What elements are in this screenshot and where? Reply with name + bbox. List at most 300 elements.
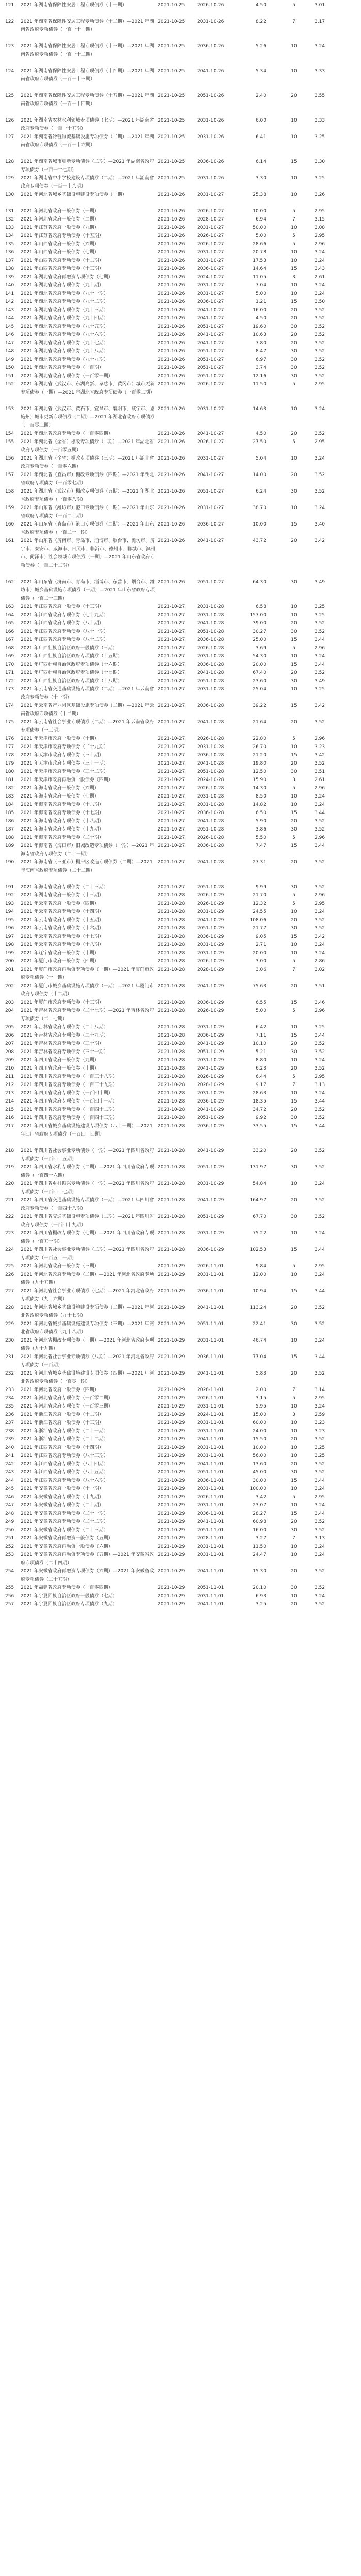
table-row [0, 281, 361, 290]
coupon-rate: 3.25 [315, 687, 325, 692]
issue-date: 2021-10-27 [158, 777, 185, 783]
issue-date: 2021-10-29 [158, 1305, 185, 1310]
issue-amount: 164.97 [250, 1198, 266, 1203]
issue-amount: 3.74 [255, 365, 266, 370]
coupon-rate: 3.52 [315, 720, 325, 725]
table-row [0, 603, 361, 611]
table-row [0, 900, 361, 908]
bond-name: 2021 年河北省政府专项债券（一百零二期） [21, 1396, 113, 1401]
coupon-rate: 3.52 [315, 1569, 325, 1574]
issue-amount: 5.50 [255, 835, 266, 840]
maturity-date: 2036-10-27 [197, 299, 224, 304]
maturity-date: 2031-10-26 [197, 118, 224, 123]
bond-name: 2021 年海南省政府专项债券（十九期） [21, 827, 104, 832]
bond-name: 2021 年天津市政府专项债券（三十期） [21, 753, 104, 758]
term-years: 7 [292, 1387, 296, 1393]
issue-amount: 3.69 [255, 646, 266, 651]
table-row [0, 660, 361, 669]
issue-amount: 100.00 [250, 1486, 266, 1492]
issue-date: 2021-10-27 [158, 860, 185, 865]
term-years: 20 [291, 538, 297, 544]
maturity-date: 2051-10-29 [197, 1165, 224, 1170]
maturity-date: 2026-10-28 [197, 786, 224, 791]
row-number: 208 [5, 1049, 14, 1055]
issue-amount: 7.04 [255, 283, 266, 288]
row-number: 223 [5, 1231, 14, 1236]
coupon-rate: 2.95 [315, 439, 325, 445]
coupon-rate: 3.13 [315, 1536, 325, 1541]
term-years: 15 [291, 1354, 297, 1360]
issue-date: 2021-10-27 [158, 753, 185, 758]
maturity-date: 2026-10-27 [197, 233, 224, 239]
issue-date: 2021-10-27 [158, 810, 185, 816]
maturity-date: 2051-10-29 [197, 926, 224, 931]
coupon-rate: 3.24 [315, 44, 325, 49]
table-row [0, 290, 361, 298]
table-row [0, 1147, 361, 1163]
issue-amount: 11.05 [253, 275, 266, 280]
maturity-date: 2026-10-29 [197, 1074, 224, 1079]
table-row [0, 438, 361, 454]
issue-amount: 14.64 [253, 266, 266, 272]
issue-date: 2021-10-29 [158, 1470, 185, 1475]
maturity-date: 2031-10-26 [197, 176, 224, 181]
issue-amount: 24.55 [253, 909, 266, 914]
term-years: 30 [291, 357, 297, 362]
issue-date: 2021-10-28 [158, 1033, 185, 1038]
issue-date: 2021-10-27 [158, 786, 185, 791]
table-row [0, 116, 361, 133]
maturity-date: 2041-10-29 [197, 1198, 224, 1203]
table-row [0, 372, 361, 380]
term-years: 7 [292, 1536, 296, 1541]
issue-amount: 2.40 [255, 93, 266, 98]
table-row [0, 1534, 361, 1543]
bond-name: 2021 年天津市政府再融资一般债券（四期） [21, 777, 113, 783]
coupon-rate: 3.52 [315, 308, 325, 313]
bond-name: 2021 年安徽省政府专项债券（二十期） [21, 1503, 104, 1508]
coupon-rate: 3.26 [315, 192, 325, 197]
coupon-rate: 3.25 [315, 1445, 325, 1450]
coupon-rate: 3.52 [315, 1585, 325, 1590]
row-number: 130 [5, 192, 14, 197]
bond-name: 2021 年四川省水利专项债券（二期）—2021 年四川省政府专项债券（一百四十六期） [21, 1165, 154, 1178]
term-years: 30 [291, 1528, 297, 1533]
issue-date: 2021-10-25 [158, 3, 185, 8]
bond-name: 2021 年湖北省政府专项债券（九十九期） [21, 357, 108, 362]
bond-name: 2021 年天津市政府专项债券（三十一期） [21, 761, 108, 766]
bond-name: 2021 年湖北省政府专项债券（一百零一期） [21, 374, 113, 379]
coupon-rate: 3.24 [315, 250, 325, 255]
coupon-rate: 3.13 [315, 1082, 325, 1088]
issue-date: 2021-10-28 [158, 1214, 185, 1219]
issue-date: 2021-10-27 [158, 827, 185, 832]
issue-amount: 39.22 [253, 703, 266, 708]
term-years: 7 [292, 1082, 296, 1088]
issue-date: 2021-10-27 [158, 744, 185, 750]
coupon-rate: 3.52 [315, 1602, 325, 1607]
maturity-date: 2031-10-28 [197, 604, 224, 609]
term-years: 30 [291, 1585, 297, 1590]
term-years: 20 [291, 621, 297, 626]
row-number: 127 [5, 134, 14, 140]
table-row [0, 1468, 361, 1477]
bond-name: 2021 年宁夏回族自治区政府专项债券（九期） [21, 1602, 118, 1607]
bond-name: 2021 年山东省（济南市、青岛市、淄博市、东营市、烟台市、潍坊市）城乡基础设施专项债券（一期）—2021 年山东省政府专项债券（一百二十三期） [21, 580, 155, 601]
maturity-date: 2028-11-01 [197, 1536, 224, 1541]
maturity-date: 2028-11-01 [197, 1387, 224, 1393]
issue-date: 2021-10-29 [158, 1519, 185, 1524]
row-number: 190 [5, 860, 14, 865]
term-years: 20 [291, 761, 297, 766]
issue-amount: 46.74 [253, 1338, 266, 1343]
table-row [0, 67, 361, 92]
row-number: 211 [5, 1074, 14, 1079]
issue-amount: 20.00 [253, 951, 266, 956]
maturity-date: 2028-10-29 [197, 1082, 224, 1088]
maturity-date: 2026-10-29 [197, 893, 224, 898]
maturity-date: 2036-10-29 [197, 934, 224, 939]
coupon-rate: 3.23 [315, 1429, 325, 1434]
coupon-rate: 3.25 [315, 134, 325, 140]
coupon-rate: 3.44 [315, 1289, 325, 1294]
term-years: 30 [291, 489, 297, 494]
coupon-rate: 3.24 [315, 1594, 325, 1599]
term-years: 5 [292, 901, 296, 906]
bond-name: 2021 年江西省政府专项债券（八十一期） [21, 629, 108, 634]
table-row [0, 1040, 361, 1048]
issue-amount: 10.00 [253, 522, 266, 527]
row-number: 175 [5, 720, 14, 725]
row-number: 170 [5, 662, 14, 667]
row-number: 189 [5, 843, 14, 849]
term-years: 30 [291, 1165, 297, 1170]
row-number: 235 [5, 1404, 14, 1409]
bond-name: 2021 年湖北省政府专项债券（九十三期） [21, 308, 108, 313]
table-row [0, 1023, 361, 1031]
maturity-date: 2041-10-29 [197, 1041, 224, 1046]
row-number: 228 [5, 1305, 14, 1310]
table-row [0, 1031, 361, 1040]
bond-name: 2021 年湖南省保障性安居工程专项债券（十四期）—2021 年湖南省政府专项债券（一百一十三期） [21, 69, 154, 82]
row-number: 155 [5, 439, 14, 445]
row-number: 165 [5, 621, 14, 626]
term-years: 5 [292, 959, 296, 964]
table-row [0, 1, 361, 18]
coupon-rate: 3.24 [315, 1272, 325, 1277]
bond-name: 2021 年浙江省政府一般债券（十二期） [21, 1412, 104, 1417]
issue-date: 2021-10-29 [158, 1552, 185, 1557]
coupon-rate: 3.24 [315, 654, 325, 659]
issue-date: 2021-10-25 [158, 93, 185, 98]
row-number: 233 [5, 1387, 14, 1393]
bond-name: 2021 年江西省政府一般债券（十四期） [21, 1445, 104, 1450]
issue-date: 2021-10-29 [158, 1536, 185, 1541]
issue-amount: 25.38 [253, 192, 266, 197]
issue-date: 2021-10-29 [158, 1569, 185, 1574]
issue-amount: 5.21 [255, 1049, 266, 1055]
term-years: 10 [291, 44, 297, 49]
maturity-date: 2031-10-27 [197, 291, 224, 296]
bond-name: 2021 年宁夏回族自治区政府一般债券（七期） [21, 1594, 118, 1599]
coupon-rate: 3.52 [315, 1305, 325, 1310]
bond-name: 2021 年山东省（青岛市）港口专项债券（二期）—2021 年山东省政府专项债券（一百二十一期） [21, 522, 154, 535]
coupon-rate: 3.24 [315, 258, 325, 263]
table-row [0, 842, 361, 858]
coupon-rate: 3.44 [315, 662, 325, 667]
issue-amount: 26.70 [253, 744, 266, 750]
coupon-rate: 3.52 [315, 1198, 325, 1203]
table-row [0, 1584, 361, 1592]
issue-date: 2021-10-26 [158, 431, 185, 436]
term-years: 15 [291, 1289, 297, 1294]
table-row [0, 611, 361, 619]
coupon-rate: 2.61 [315, 777, 325, 783]
maturity-date: 2036-10-26 [197, 44, 224, 49]
row-number: 158 [5, 489, 14, 494]
coupon-rate: 3.52 [315, 1214, 325, 1219]
row-number: 212 [5, 1082, 14, 1088]
coupon-rate: 3.52 [315, 1519, 325, 1524]
maturity-date: 2051-10-28 [197, 679, 224, 684]
issue-amount: 22.41 [253, 1321, 266, 1327]
issue-amount: 20.00 [253, 662, 266, 667]
maturity-date: 2041-10-28 [197, 860, 224, 865]
issue-amount: 15.00 [253, 1412, 266, 1417]
bond-name: 2021 年江西省政府一般债券（十三期） [21, 604, 104, 609]
coupon-rate: 2.96 [315, 1008, 325, 1013]
issue-amount: 14.00 [253, 472, 266, 478]
table-row [0, 191, 361, 207]
bond-name: 2021 年云南省社会事业专项债券（二期）—2021 年云南省政府专项债券（十三期） [21, 720, 154, 733]
issue-amount: 5.83 [255, 1371, 266, 1376]
issue-date: 2021-10-27 [158, 794, 185, 799]
table-row [0, 1097, 361, 1106]
issue-date: 2021-10-29 [158, 1445, 185, 1450]
maturity-date: 2041-11-01 [197, 1569, 224, 1574]
row-number: 147 [5, 341, 14, 346]
coupon-rate: 3.52 [315, 918, 325, 923]
term-years: 15 [291, 1511, 297, 1516]
coupon-rate: 3.14 [315, 1387, 325, 1393]
term-years: 20 [291, 93, 297, 98]
table-row [0, 1444, 361, 1452]
issue-date: 2021-10-29 [158, 1602, 185, 1607]
table-row [0, 792, 361, 801]
row-number: 226 [5, 1272, 14, 1277]
coupon-rate: 3.52 [315, 1462, 325, 1467]
row-number: 198 [5, 942, 14, 947]
coupon-rate: 2.95 [315, 233, 325, 239]
table-row [0, 776, 361, 784]
table-row [0, 891, 361, 900]
maturity-date: 2041-10-28 [197, 621, 224, 626]
issue-amount: 43.72 [253, 538, 266, 544]
issue-date: 2021-10-28 [158, 893, 185, 898]
maturity-date: 2051-11-01 [197, 1528, 224, 1533]
bond-name: 2021 年四川省政府一般债券（九期） [21, 1058, 99, 1063]
maturity-date: 2024-10-27 [197, 275, 224, 280]
term-years: 10 [291, 794, 297, 799]
table-row [0, 1163, 361, 1180]
term-years: 10 [291, 1552, 297, 1557]
issue-amount: 17.53 [253, 258, 266, 263]
bond-name: 2021 年厦门市政府一般债券（四期） [21, 959, 99, 964]
bond-name: 2021 年安徽省政府一般债券（十一期） [21, 1486, 104, 1492]
issue-date: 2021-10-28 [158, 942, 185, 947]
issue-date: 2021-10-26 [158, 217, 185, 222]
issue-date: 2021-10-26 [158, 472, 185, 478]
issue-amount: 25.04 [253, 687, 266, 692]
maturity-date: 2026-10-27 [197, 439, 224, 445]
bond-name: 2021 年吉林省政府专项债券（三十期） [21, 1041, 104, 1046]
maturity-date: 2026-11-01 [197, 1264, 224, 1269]
issue-amount: 9.17 [255, 1082, 266, 1088]
issue-amount: 15.90 [253, 777, 266, 783]
maturity-date: 2051-10-29 [197, 1049, 224, 1055]
term-years: 10 [291, 258, 297, 263]
coupon-rate: 3.24 [315, 505, 325, 511]
term-years: 10 [291, 1486, 297, 1492]
table-row [0, 1427, 361, 1435]
issue-date: 2021-10-27 [158, 843, 185, 849]
issue-amount: 6.00 [255, 118, 266, 123]
maturity-date: 2031-10-28 [197, 794, 224, 799]
issue-date: 2021-10-29 [158, 1396, 185, 1401]
issue-amount: 19.60 [253, 324, 266, 329]
row-number: 230 [5, 1338, 14, 1343]
row-number: 171 [5, 670, 14, 675]
term-years: 20 [291, 1462, 297, 1467]
term-years: 20 [291, 1041, 297, 1046]
row-number: 236 [5, 1412, 14, 1417]
maturity-date: 2041-11-01 [197, 1437, 224, 1442]
row-number: 221 [5, 1198, 14, 1203]
maturity-date: 2026-11-01 [197, 1396, 224, 1401]
term-years: 3 [292, 1412, 296, 1417]
issue-date: 2021-10-29 [158, 1354, 185, 1360]
issue-amount: 108.06 [250, 918, 266, 923]
coupon-rate: 3.24 [315, 802, 325, 807]
table-row [0, 504, 361, 520]
issue-date: 2021-10-29 [158, 1387, 185, 1393]
row-number: 194 [5, 909, 14, 914]
coupon-rate: 3.52 [315, 341, 325, 346]
maturity-date: 2051-10-29 [197, 1214, 224, 1219]
bond-name: 2021 年福建省政府专项债券（一百零四期） [21, 1585, 113, 1590]
coupon-rate: 3.55 [315, 93, 325, 98]
coupon-rate: 3.25 [315, 1453, 325, 1459]
coupon-rate: 2.95 [315, 1074, 325, 1079]
maturity-date: 2026-10-28 [197, 646, 224, 651]
maturity-date: 2031-10-27 [197, 192, 224, 197]
table-row [0, 965, 361, 982]
term-years: 10 [291, 456, 297, 461]
bond-name: 2021 年湖南省中小学校建设专项债券（二期）—2021 年湖南省政府专项债券（一百一十八期） [21, 176, 154, 189]
maturity-date: 2031-10-27 [197, 406, 224, 412]
row-number: 125 [5, 93, 14, 98]
term-years: 10 [291, 951, 297, 956]
bond-name: 2021 年天津市政府专项债券（三十二期） [21, 769, 108, 774]
maturity-date: 2041-10-28 [197, 819, 224, 824]
row-number: 244 [5, 1478, 14, 1483]
coupon-rate: 3.49 [315, 580, 325, 585]
maturity-date: 2036-11-01 [197, 1289, 224, 1294]
maturity-date: 2031-10-27 [197, 225, 224, 230]
term-years: 10 [291, 1058, 297, 1063]
coupon-rate: 3.46 [315, 1000, 325, 1005]
issue-date: 2021-10-29 [158, 1264, 185, 1269]
coupon-rate: 2.96 [315, 835, 325, 840]
maturity-date: 2041-11-01 [197, 1371, 224, 1376]
row-number: 141 [5, 291, 14, 296]
bond-name: 2021 年四川省政府专项债券（一百三十八期） [21, 1074, 118, 1079]
term-years: 30 [291, 769, 297, 774]
table-row [0, 1386, 361, 1394]
issue-amount: 11.50 [253, 382, 266, 387]
term-years: 10 [291, 942, 297, 947]
table-row [0, 718, 361, 735]
table-row [0, 858, 361, 883]
term-years: 5 [292, 3, 296, 8]
maturity-date: 2031-10-27 [197, 283, 224, 288]
maturity-date: 2041-10-29 [197, 918, 224, 923]
bond-name: 2021 年云南省政府专项债券（十六期） [21, 926, 104, 931]
issue-date: 2021-10-28 [158, 926, 185, 931]
coupon-rate: 3.25 [315, 1025, 325, 1030]
term-years: 20 [291, 1148, 297, 1154]
coupon-rate: 3.52 [315, 1049, 325, 1055]
issue-date: 2021-10-26 [158, 357, 185, 362]
maturity-date: 2031-10-29 [197, 909, 224, 914]
maturity-date: 2028-10-27 [197, 217, 224, 222]
issue-date: 2021-10-29 [158, 1272, 185, 1277]
bond-name: 2021 年湖北省政府专项债券（九十八期） [21, 349, 108, 354]
row-number: 154 [5, 431, 14, 436]
issue-amount: 10.00 [253, 1445, 266, 1450]
coupon-rate: 2.95 [315, 1396, 325, 1401]
maturity-date: 2041-10-29 [197, 1148, 224, 1154]
coupon-rate: 3.25 [315, 176, 325, 181]
term-years: 15 [291, 843, 297, 849]
row-number: 177 [5, 744, 14, 750]
row-number: 209 [5, 1058, 14, 1063]
maturity-date: 2036-10-28 [197, 753, 224, 758]
row-number: 229 [5, 1321, 14, 1327]
row-number: 131 [5, 209, 14, 214]
maturity-date: 2041-10-27 [197, 308, 224, 313]
row-number: 222 [5, 1214, 14, 1219]
table-row [0, 355, 361, 364]
coupon-rate: 3.49 [315, 679, 325, 684]
coupon-rate: 3.52 [315, 621, 325, 626]
table-row [0, 454, 361, 471]
issue-date: 2021-10-26 [158, 406, 185, 412]
table-row [0, 92, 361, 116]
coupon-rate: 3.51 [315, 769, 325, 774]
maturity-date: 2024-10-28 [197, 777, 224, 783]
issue-date: 2021-10-29 [158, 1420, 185, 1426]
issue-date: 2021-10-26 [158, 250, 185, 255]
bond-name: 2021 年安徽省政府再融资专项债券（六期）—2021 年安徽省政府专项债券（二十五期） [21, 1569, 154, 1582]
maturity-date: 2036-10-29 [197, 1247, 224, 1252]
issue-amount: 6.42 [255, 1025, 266, 1030]
maturity-date: 2036-11-01 [197, 1354, 224, 1360]
bond-name: 2021 年江西省政府专项债券（八十四期） [21, 1462, 108, 1467]
row-number: 150 [5, 365, 14, 370]
row-number: 151 [5, 374, 14, 379]
table-row [0, 1213, 361, 1229]
